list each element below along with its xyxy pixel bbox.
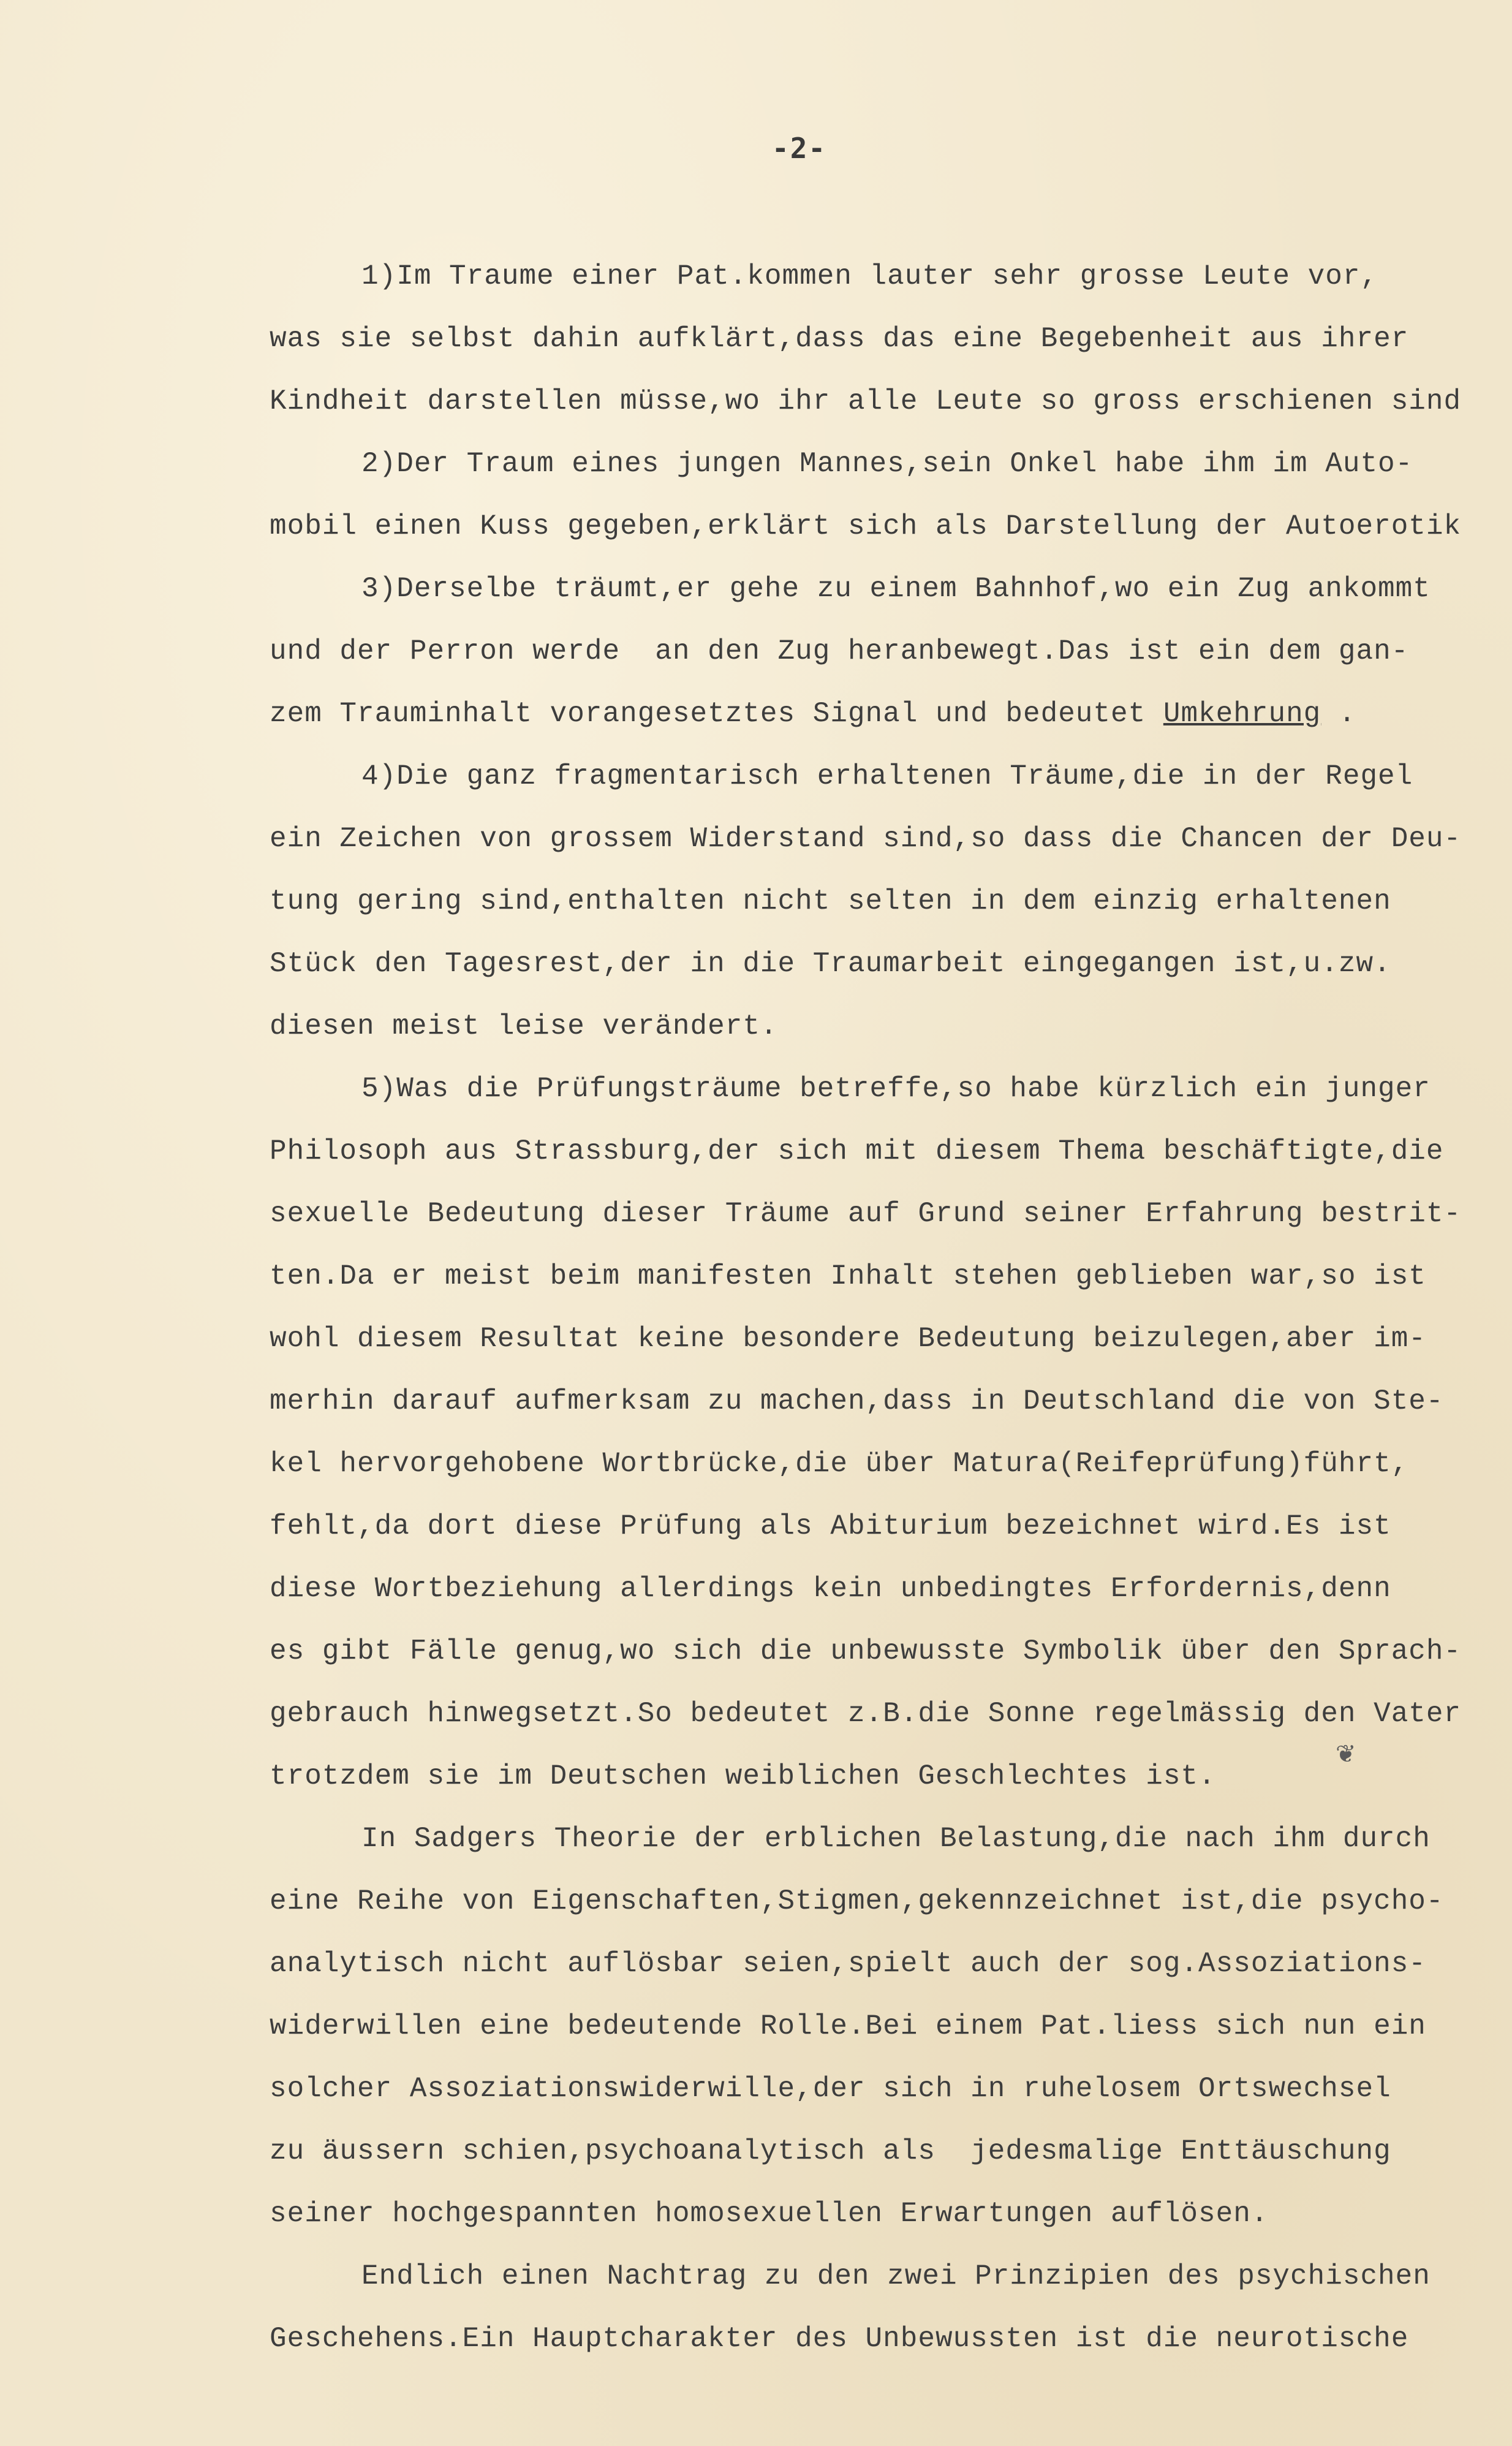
text-line (270, 1433, 1512, 1495)
text-line-content: 5)Was die Prüfungsträume betreffe,so habe kürzlich ein junger (361, 1073, 1431, 1105)
text-line (270, 683, 1512, 745)
text-line (270, 1995, 1512, 2058)
text-line-content: merhin darauf aufmerksam zu machen,dass in Deutschland die von Ste- (270, 1385, 1444, 1417)
text-line (270, 2183, 1512, 2245)
underlined-word: Umkehrung (1163, 698, 1321, 730)
text-line (270, 1870, 1512, 1933)
text-line-content: zu äussern schien,psychoanalytisch als jedesmalige Enttäuschung (270, 2135, 1391, 2167)
text-line (270, 995, 1512, 1058)
text-line (270, 245, 1512, 308)
text-line-content: ten.Da er meist beim manifesten Inhalt stehen geblieben war,so ist (270, 1260, 1426, 1292)
text-line-content: was sie selbst dahin aufklärt,dass das eine Begebenheit aus ihrer (270, 323, 1409, 355)
text-line-content: trotzdem sie im Deutschen weiblichen Geschlechtes ist. (270, 1760, 1216, 1792)
text-line (270, 495, 1512, 558)
text-line (270, 1245, 1512, 1308)
text-line (270, 745, 1512, 808)
text-line (270, 2058, 1512, 2120)
text-line-content: 1)Im Traume einer Pat.kommen lauter sehr grosse Leute vor, (361, 260, 1378, 292)
text-line-content: tung gering sind,enthalten nicht selten in dem einzig erhaltenen (270, 885, 1391, 917)
text-line-content: wohl diesem Resultat keine besondere Bedeutung beizulegen,aber im- (270, 1323, 1426, 1355)
text-line (270, 1495, 1512, 1558)
ink-mark-icon: ❦ (1336, 1740, 1356, 1768)
text-line-content: 3)Derselbe träumt,er gehe zu einem Bahnhof,wo ein Zug ankommt (361, 573, 1431, 605)
text-line-content: Endlich einen Nachtrag zu den zwei Prinzipien des psychischen (361, 2260, 1431, 2292)
text-line-content: und der Perron werde an den Zug heranbewegt.Das ist ein dem gan- (270, 635, 1409, 667)
text-line (270, 870, 1512, 933)
text-line-content: mobil einen Kuss gegeben,erklärt sich als Darstellung der Autoerotik (270, 510, 1462, 542)
text-line-content: gebrauch hinwegsetzt.So bedeutet z.B.die Sonne regelmässig den Vater (270, 1698, 1462, 1730)
text-line (270, 933, 1512, 995)
text-line-tail: . (1321, 698, 1356, 730)
text-line-content: Philosoph aus Strassburg,der sich mit diesem Thema beschäftigte,die (270, 1135, 1444, 1167)
text-line (270, 1558, 1512, 1620)
text-line-content: zem Trauminhalt vorangesetztes Signal und bedeutet (270, 698, 1163, 730)
text-line-content: es gibt Fälle genug,wo sich die unbewusste Symbolik über den Sprach- (270, 1635, 1462, 1667)
text-line-content: sexuelle Bedeutung dieser Träume auf Grund seiner Erfahrung bestrit- (270, 1198, 1462, 1230)
text-line (270, 2245, 1512, 2308)
typewritten-text-body (270, 245, 1512, 2370)
text-line (270, 308, 1512, 370)
text-line (270, 1620, 1512, 1683)
text-line-content: widerwillen eine bedeutende Rolle.Bei einem Pat.liess sich nun ein (270, 2010, 1426, 2042)
text-line-content: ein Zeichen von grossem Widerstand sind,so dass die Chancen der Deu- (270, 823, 1462, 855)
text-line-content: 4)Die ganz fragmentarisch erhaltenen Träume,die in der Regel (361, 760, 1413, 792)
text-line (270, 558, 1512, 620)
text-line (270, 1058, 1512, 1120)
text-line-content: diesen meist leise verändert. (270, 1010, 778, 1042)
text-line-content: eine Reihe von Eigenschaften,Stigmen,gekennzeichnet ist,die psycho- (270, 1885, 1444, 1917)
text-line (270, 1933, 1512, 1995)
text-line-content: solcher Assoziationswiderwille,der sich in ruhelosem Ortswechsel (270, 2073, 1391, 2105)
text-line (270, 433, 1512, 495)
text-line (270, 1370, 1512, 1433)
text-line (270, 2308, 1512, 2370)
text-line-content: Geschehens.Ein Hauptcharakter des Unbewussten ist die neurotische (270, 2323, 1409, 2355)
text-line-content: diese Wortbeziehung allerdings kein unbedingtes Erfordernis,denn (270, 1573, 1391, 1605)
page-number: -2- (772, 132, 827, 165)
text-line (270, 1308, 1512, 1370)
text-line-content: In Sadgers Theorie der erblichen Belastung,die nach ihm durch (361, 1823, 1431, 1855)
text-line (270, 1683, 1512, 1745)
text-line (270, 370, 1512, 433)
text-line-content: Kindheit darstellen müsse,wo ihr alle Leute so gross erschienen sind (270, 385, 1462, 417)
text-line-content: seiner hochgespannten homosexuellen Erwartungen auflösen. (270, 2198, 1269, 2230)
text-line (270, 808, 1512, 870)
text-line (270, 1183, 1512, 1245)
text-line-content: kel hervorgehobene Wortbrücke,die über Matura(Reifeprüfung)führt, (270, 1448, 1409, 1480)
text-line-content: Stück den Tagesrest,der in die Traumarbeit eingegangen ist,u.zw. (270, 948, 1391, 980)
text-line-content: fehlt,da dort diese Prüfung als Abiturium bezeichnet wird.Es ist (270, 1510, 1391, 1542)
text-line (270, 1120, 1512, 1183)
text-line (270, 2120, 1512, 2183)
text-line (270, 620, 1512, 683)
text-line (270, 1808, 1512, 1870)
text-line-content: analytisch nicht auflösbar seien,spielt auch der sog.Assoziations- (270, 1948, 1426, 1980)
text-line-content: 2)Der Traum eines jungen Mannes,sein Onkel habe ihm im Auto- (361, 448, 1413, 480)
text-line (270, 1745, 1512, 1808)
